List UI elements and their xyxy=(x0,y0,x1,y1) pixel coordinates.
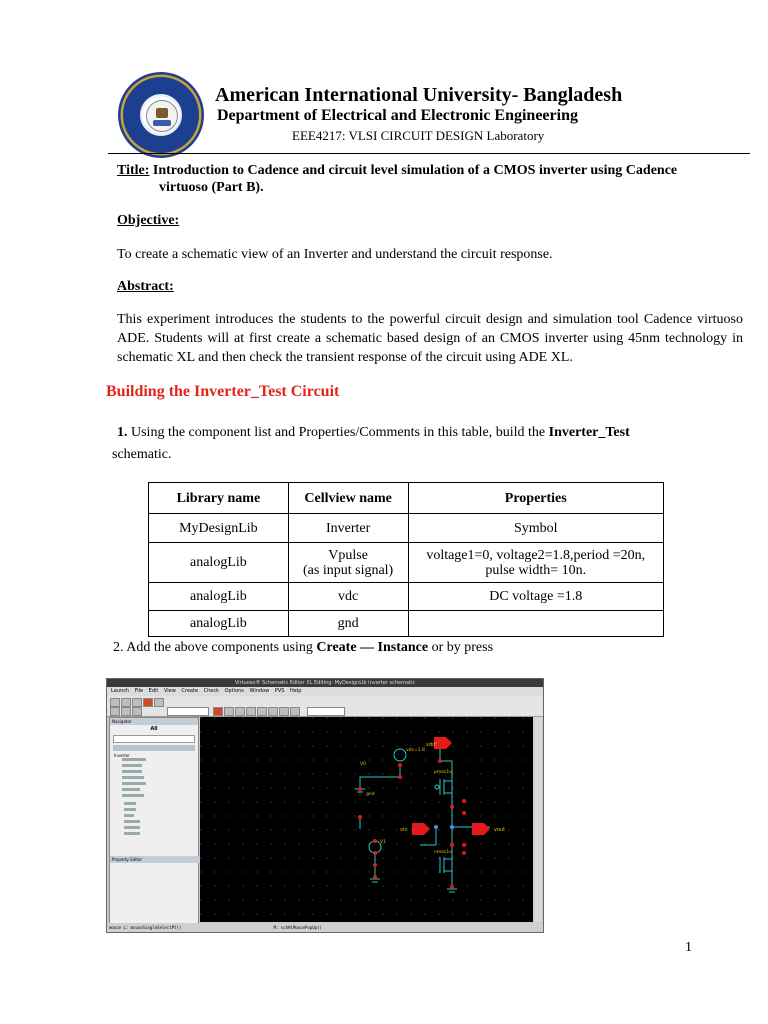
table-cell: analogLib xyxy=(149,583,289,611)
table-cell: Inverter xyxy=(288,514,408,543)
undo-icon[interactable] xyxy=(143,698,153,707)
vpulse-label: V1 xyxy=(380,840,386,845)
vdd-label: vdd! xyxy=(426,742,438,748)
instance-icon[interactable] xyxy=(224,707,234,716)
table-cell: gnd xyxy=(288,611,408,637)
table-header: Properties xyxy=(408,483,664,514)
abstract-heading: Abstract: xyxy=(117,279,174,294)
table-cell xyxy=(408,611,664,637)
table-row xyxy=(149,611,664,637)
property-editor-title: Property Editor xyxy=(110,856,200,863)
schematic-drawing xyxy=(200,717,533,922)
navigator-search[interactable] xyxy=(113,735,195,743)
menu-edit[interactable]: Edit xyxy=(148,688,159,694)
menu-help[interactable]: Help xyxy=(290,688,302,694)
objective-heading: Objective: xyxy=(117,213,180,228)
header-divider xyxy=(108,153,750,154)
abstract-text: This experiment introduces the students to the powerful circuit design and simulation tool Cadence virtuoso ADE. Students will at first create a schematic based design of an CMOS inverter using 45nm technology in schematic XL and then check the transient response of the circuit using ADE XL. xyxy=(117,312,743,365)
menu-check[interactable]: Check xyxy=(203,688,220,694)
schematic-canvas[interactable] xyxy=(200,717,533,922)
pin-icon[interactable] xyxy=(246,707,256,716)
component-table xyxy=(148,482,664,637)
tree-item[interactable] xyxy=(122,776,144,779)
step-1-bold: Inverter_Test xyxy=(548,425,630,440)
table-cell: Vpulse (as input signal) xyxy=(288,543,408,583)
workspace-select[interactable] xyxy=(167,707,209,716)
status-mid: M: schHiMousePopUp() xyxy=(273,925,322,930)
window-titlebar: Virtuoso® Schematic Editor XL Editing: MyDesignLib inverter schematic xyxy=(107,679,543,687)
table-header: Cellview name xyxy=(288,483,408,514)
step-1-number: 1. xyxy=(117,425,128,440)
department-name: Department of Electrical and Electronic Engineering xyxy=(217,107,578,124)
status-left: mouse L: mouseSingleSelectPt() xyxy=(109,925,182,930)
navigator-title: Navigator xyxy=(110,718,198,725)
step-1-text: Using the component list and Properties/Comments in this table, build the xyxy=(127,425,549,440)
redo-icon[interactable] xyxy=(154,698,164,707)
objective-text: To create a schematic view of an Inverter and understand the circuit response. xyxy=(117,247,553,262)
tree-item[interactable] xyxy=(122,794,144,797)
pmos-label: pmos1v xyxy=(434,770,452,775)
menu-launch[interactable]: Launch xyxy=(111,688,130,694)
tree-root[interactable]: Inverter xyxy=(114,753,130,758)
v0-label: V0 xyxy=(360,762,366,767)
fit-icon[interactable] xyxy=(121,707,131,716)
step-2-text: 2. Add the above components using xyxy=(113,640,317,655)
table-row xyxy=(149,583,664,611)
save-icon[interactable] xyxy=(132,698,142,707)
move-icon[interactable] xyxy=(279,707,289,716)
university-name: American International University- Bangladesh xyxy=(215,84,623,106)
title-label: Title: xyxy=(117,163,150,178)
title-line-1: Introduction to Cadence and circuit level simulation of a CMOS inverter using Cadence xyxy=(149,163,678,178)
property-icon[interactable] xyxy=(268,707,278,716)
tree-item[interactable] xyxy=(124,814,134,817)
vdc-label: vdc=1.8 xyxy=(406,748,425,753)
table-cell: voltage1=0, voltage2=1.8,period =20n, pulse width= 10n. xyxy=(408,543,664,583)
tree-item[interactable] xyxy=(122,758,146,761)
step-1-continued: schematic. xyxy=(112,447,172,462)
table-cell: analogLib xyxy=(149,543,289,583)
tree-item[interactable] xyxy=(124,826,140,829)
experiment-title xyxy=(117,162,749,196)
tree-item[interactable] xyxy=(122,764,142,767)
tree-item[interactable] xyxy=(124,820,140,823)
table-row xyxy=(149,543,664,583)
grid xyxy=(200,717,533,922)
vout-label: vout xyxy=(494,827,506,833)
section-heading: Building the Inverter_Test Circuit xyxy=(106,383,340,400)
university-logo xyxy=(118,72,204,158)
pan-icon[interactable] xyxy=(132,707,142,716)
menu-pvs[interactable]: PVS xyxy=(274,688,285,694)
table-cell: analogLib xyxy=(149,611,289,637)
wire-icon[interactable] xyxy=(235,707,245,716)
right-toolbar[interactable] xyxy=(534,717,542,922)
cadence-screenshot xyxy=(106,678,544,933)
course-name: EEE4217: VLSI CIRCUIT DESIGN Laboratory xyxy=(292,128,545,143)
nmos-label: nmos1v xyxy=(434,850,452,855)
navigator-filter[interactable]: All xyxy=(150,726,158,732)
open-icon[interactable] xyxy=(121,698,131,707)
step-2 xyxy=(113,638,493,657)
tree-item[interactable] xyxy=(124,808,136,811)
menu-options[interactable]: Options xyxy=(224,688,244,694)
table-cell: DC voltage =1.8 xyxy=(408,583,664,611)
title-line-2: virtuoso (Part B). xyxy=(159,180,264,195)
table-cell: Symbol xyxy=(408,514,664,543)
search-input[interactable] xyxy=(307,707,345,716)
menu-view[interactable]: View xyxy=(163,688,176,694)
navigator-panel xyxy=(109,717,199,931)
menu-window[interactable]: Window xyxy=(249,688,270,694)
table-row xyxy=(149,514,664,543)
table-cell: MyDesignLib xyxy=(149,514,289,543)
page-number: 1 xyxy=(685,940,692,955)
status-bar xyxy=(107,923,543,932)
tree-item[interactable] xyxy=(122,782,146,785)
vin-label: vin xyxy=(400,827,408,833)
menu-file[interactable]: File xyxy=(134,688,144,694)
tree-item[interactable] xyxy=(124,802,136,805)
step-2-text-end: or by press xyxy=(428,640,494,655)
new-icon[interactable] xyxy=(110,698,120,707)
step-2-bold: Create — Instance xyxy=(316,640,429,655)
step-1 xyxy=(117,423,717,442)
table-header-row xyxy=(149,483,664,514)
menu-bar xyxy=(107,687,543,696)
logo-emblem xyxy=(146,100,178,132)
menu-create[interactable]: Create xyxy=(181,688,199,694)
navigator-header xyxy=(113,745,195,751)
label-icon[interactable] xyxy=(257,707,267,716)
gnd-label: gnd xyxy=(366,792,375,797)
tree-item[interactable] xyxy=(122,770,142,773)
tree-item[interactable] xyxy=(122,788,140,791)
check-save-icon[interactable] xyxy=(213,707,223,716)
zoom-icon[interactable] xyxy=(110,707,120,716)
table-header: Library name xyxy=(149,483,289,514)
tree-item[interactable] xyxy=(124,832,140,835)
toolbar xyxy=(107,696,543,717)
table-cell: vdc xyxy=(288,583,408,611)
copy-icon[interactable] xyxy=(290,707,300,716)
